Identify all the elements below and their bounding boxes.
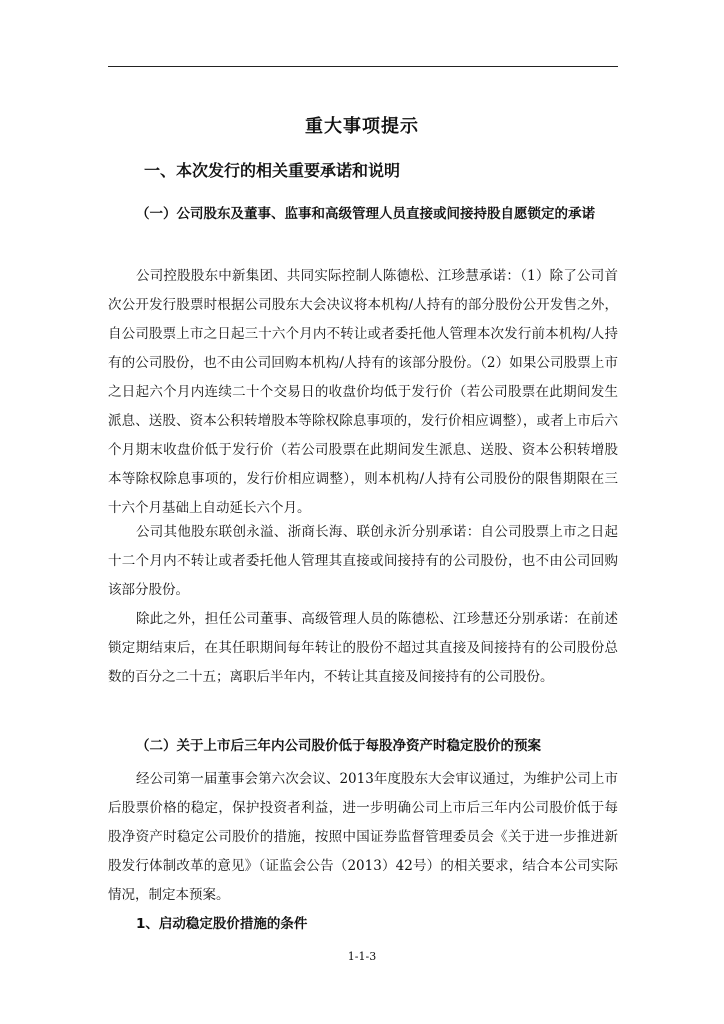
paragraph-other-shareholders: 公司其他股东联创永溢、浙商长海、联创永沂分别承诺：自公司股票上市之日起十二个月内不转让或者委托他人管理其直接或间接持有的公司股份，也不由公司回购该部分股份。 (108, 524, 618, 598)
page-title: 重大事项提示 (305, 116, 419, 137)
paragraph-controlling-shareholder: 公司控股股东中新集团、共同实际控制人陈德松、江珍慧承诺：（1）除了公司首次公开发行股票时根据公司股东大会决议将本机构/人持有的部分股份公开发售之外，自公司股票上市之日起三十六个月内不转让或者委托他人管理本次发行前本机构/人持有的公司股份，也不由公司回购本机构/人持有的该部分股份。（2）如果公司股票上市之日起六个月内连续二十个交易日的收盘价均低于发行价（若公司股票在此期间发生派息、送股、资本公积转增股本等除权除息事项的，发行价相应调整），或者上市后六个月期末收盘价低于发行价（若公司股票在此期间发生派息、送股、资本公积转增股本等除权除息事项的，发行价相应调整），则本机构/人持有公司股份的限售期限在三十六个月基础上自动延长六个月。 (108, 268, 618, 516)
paragraph-stabilization-plan: 经公司第一届董事会第六次会议、2013年度股东大会审议通过，为维护公司上市后股票价格的稳定，保护投资者利益，进一步明确公司上市后三年内公司股价低于每股净资产时稳定公司股价的措施，按照中国证券监督管理委员会《关于进一步推进新股发行体制改革的意见》（证监会公告（2013）42号）的相关要求，结合本公司实际情况，制定本预案。 (108, 771, 618, 903)
subsection-heading-stabilization: （二）关于上市后三年内公司股价低于每股净资产时稳定股价的预案 (136, 738, 541, 754)
item-heading-conditions: 1、启动稳定股价措施的条件 (136, 916, 308, 932)
paragraph-directors: 除此之外，担任公司董事、高级管理人员的陈德松、江珍慧还分别承诺：在前述锁定期结束后，在其任职期间每年转让的股份不超过其直接及间接持有的公司股份总数的百分之二十五；离职后半年内，不转让其直接及间接持有的公司股份。 (108, 611, 618, 685)
subsection-heading-lockup: （一）公司股东及董事、监事和高级管理人员直接或间接持股自愿锁定的承诺 (136, 206, 595, 222)
header-rule (108, 66, 618, 67)
page-number: 1-1-3 (347, 950, 377, 963)
section-heading: 一、本次发行的相关重要承诺和说明 (144, 161, 401, 180)
